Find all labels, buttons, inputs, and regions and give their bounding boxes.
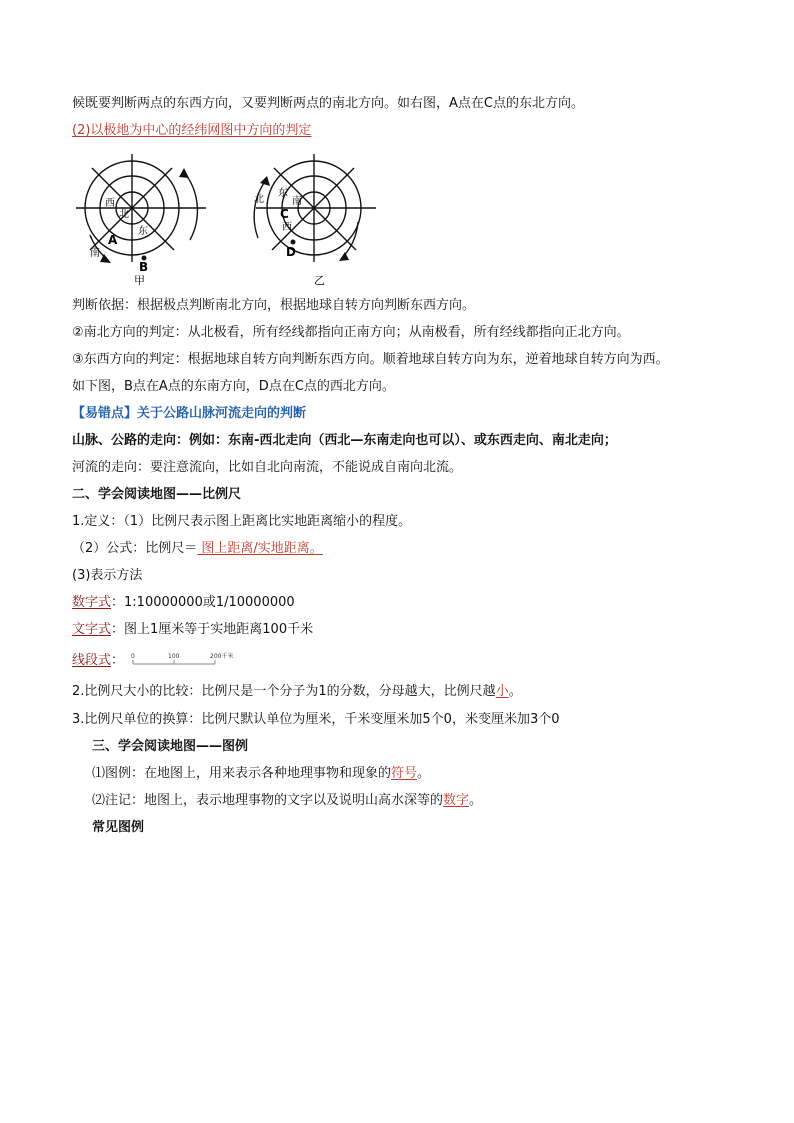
text-line-north-south: ②南北方向的判定：从北极看，所有经线都指向正南方向；从南极看，所有经线都指向正北方向。 bbox=[72, 325, 630, 340]
label-north: 北 bbox=[119, 209, 129, 220]
text-line-annotation-def bbox=[92, 792, 482, 810]
label-north: 北 bbox=[254, 194, 264, 205]
text-line-example: 如下图，B点在A点的东南方向，D点在C点的西北方向。 bbox=[72, 379, 395, 394]
text-line-legend-def bbox=[92, 765, 430, 783]
scale-tick-100: 100 bbox=[168, 653, 180, 660]
text-line-1: 候既要判断两点的东西方向，又要判断两点的南北方向。如右图，A点在C点的东北方向。 bbox=[72, 96, 584, 111]
label-east: 东 bbox=[138, 226, 148, 237]
legend-end: 。 bbox=[417, 766, 431, 781]
scale-bar bbox=[130, 652, 250, 672]
text-line-mountain-road: 山脉、公路的走向：例如：东南-西北走向（西北—东南走向也可以）、或东西走向、南北走向； bbox=[72, 433, 617, 448]
text-line-river: 河流的走向：要注意流向，比如自北向南流，不能说成自南向北流。 bbox=[72, 460, 463, 475]
label-point-c: C bbox=[280, 207, 289, 221]
compare-answer: 小 bbox=[495, 684, 509, 699]
numeric-label: 数字式 bbox=[72, 595, 112, 610]
text-line-definition: 1.定义：（1）比例尺表示图上距离比实地距离缩小的程度。 bbox=[72, 514, 412, 529]
figure-yi-polar-map bbox=[246, 150, 386, 290]
rotation-arrow-head bbox=[339, 252, 349, 261]
label-west: 西 bbox=[105, 198, 115, 209]
text-line-judgement-basis: 判断依据：根据极点判断南北方向，根据地球自转方向判断东西方向。 bbox=[72, 298, 476, 313]
label-south: 南 bbox=[292, 196, 302, 207]
numeric-value: ：1:10000000或1/10000000 bbox=[111, 595, 295, 610]
label-east: 东 bbox=[278, 188, 288, 199]
rotation-arrow-head bbox=[260, 176, 270, 186]
subheading-common-legend: 常见图例 bbox=[92, 820, 145, 835]
compare-end: 。 bbox=[508, 684, 522, 699]
text-line-unit-conversion: 3.比例尺单位的换算：比例尺默认单位为厘米，千米变厘米加5个0，米变厘米加3个0 bbox=[72, 712, 560, 727]
text-line-east-west: ③东西方向的判定：根据地球自转方向判断东西方向。顺着地球自转方向为东，逆着地球自转方向为西。 bbox=[72, 352, 669, 367]
point-d-dot bbox=[291, 240, 296, 245]
linear-colon: ： bbox=[111, 653, 125, 668]
text-line-methods: (3)表示方法 bbox=[72, 568, 143, 583]
figure-jia-polar-map bbox=[72, 150, 212, 290]
text-line-linear bbox=[72, 652, 124, 670]
scale-tick-0: 0 bbox=[131, 653, 135, 660]
text-line-numeric bbox=[72, 594, 295, 612]
verbal-label: 文字式 bbox=[72, 622, 112, 637]
error-prone-tag: 【易错点】 bbox=[72, 406, 138, 421]
section-heading-legend: 三、学会阅读地图——图例 bbox=[92, 739, 249, 754]
linear-label: 线段式 bbox=[72, 653, 112, 668]
label-point-b: B bbox=[139, 260, 149, 274]
figure-caption-yi: 乙 bbox=[314, 274, 325, 287]
scale-tick-200: 200千米 bbox=[210, 653, 234, 660]
text-line-verbal bbox=[72, 621, 313, 639]
section-heading-scale: 二、学会阅读地图——比例尺 bbox=[72, 487, 242, 502]
legend-text: ⑴图例：在地图上，用来表示各种地理事物和现象的 bbox=[92, 766, 392, 781]
error-prone-heading bbox=[72, 405, 306, 423]
error-prone-title: 关于公路山脉河流走向的判断 bbox=[137, 406, 307, 421]
label-west: 西 bbox=[282, 222, 292, 233]
label-south: 南 bbox=[90, 248, 100, 259]
formula-answer: 图上距离/实地距离。 bbox=[197, 541, 323, 556]
formula-prefix: （2）公式：比例尺＝ bbox=[72, 541, 198, 556]
annotation-end: 。 bbox=[469, 793, 483, 808]
figure-caption-jia: 甲 bbox=[134, 274, 145, 287]
annotation-answer: 数字 bbox=[443, 793, 470, 808]
rotation-arrow-head bbox=[100, 254, 111, 263]
compare-text: 2.比例尺大小的比较：比例尺是一个分子为1的分数，分母越大，比例尺越 bbox=[72, 684, 496, 699]
text-line-formula bbox=[72, 540, 323, 558]
annotation-text: ⑵注记：地图上，表示地理事物的文字以及说明山高水深等的 bbox=[92, 793, 444, 808]
label-point-d: D bbox=[286, 245, 296, 259]
text-line-compare bbox=[72, 683, 522, 701]
section-heading-polar-grid: (2)以极地为中心的经纬网图中方向的判定 bbox=[72, 123, 312, 138]
label-point-a: A bbox=[108, 233, 118, 247]
legend-answer: 符号 bbox=[391, 766, 418, 781]
rotation-arrow-head bbox=[179, 168, 189, 178]
verbal-value: ：图上1厘米等于实地距离100千米 bbox=[111, 622, 314, 637]
